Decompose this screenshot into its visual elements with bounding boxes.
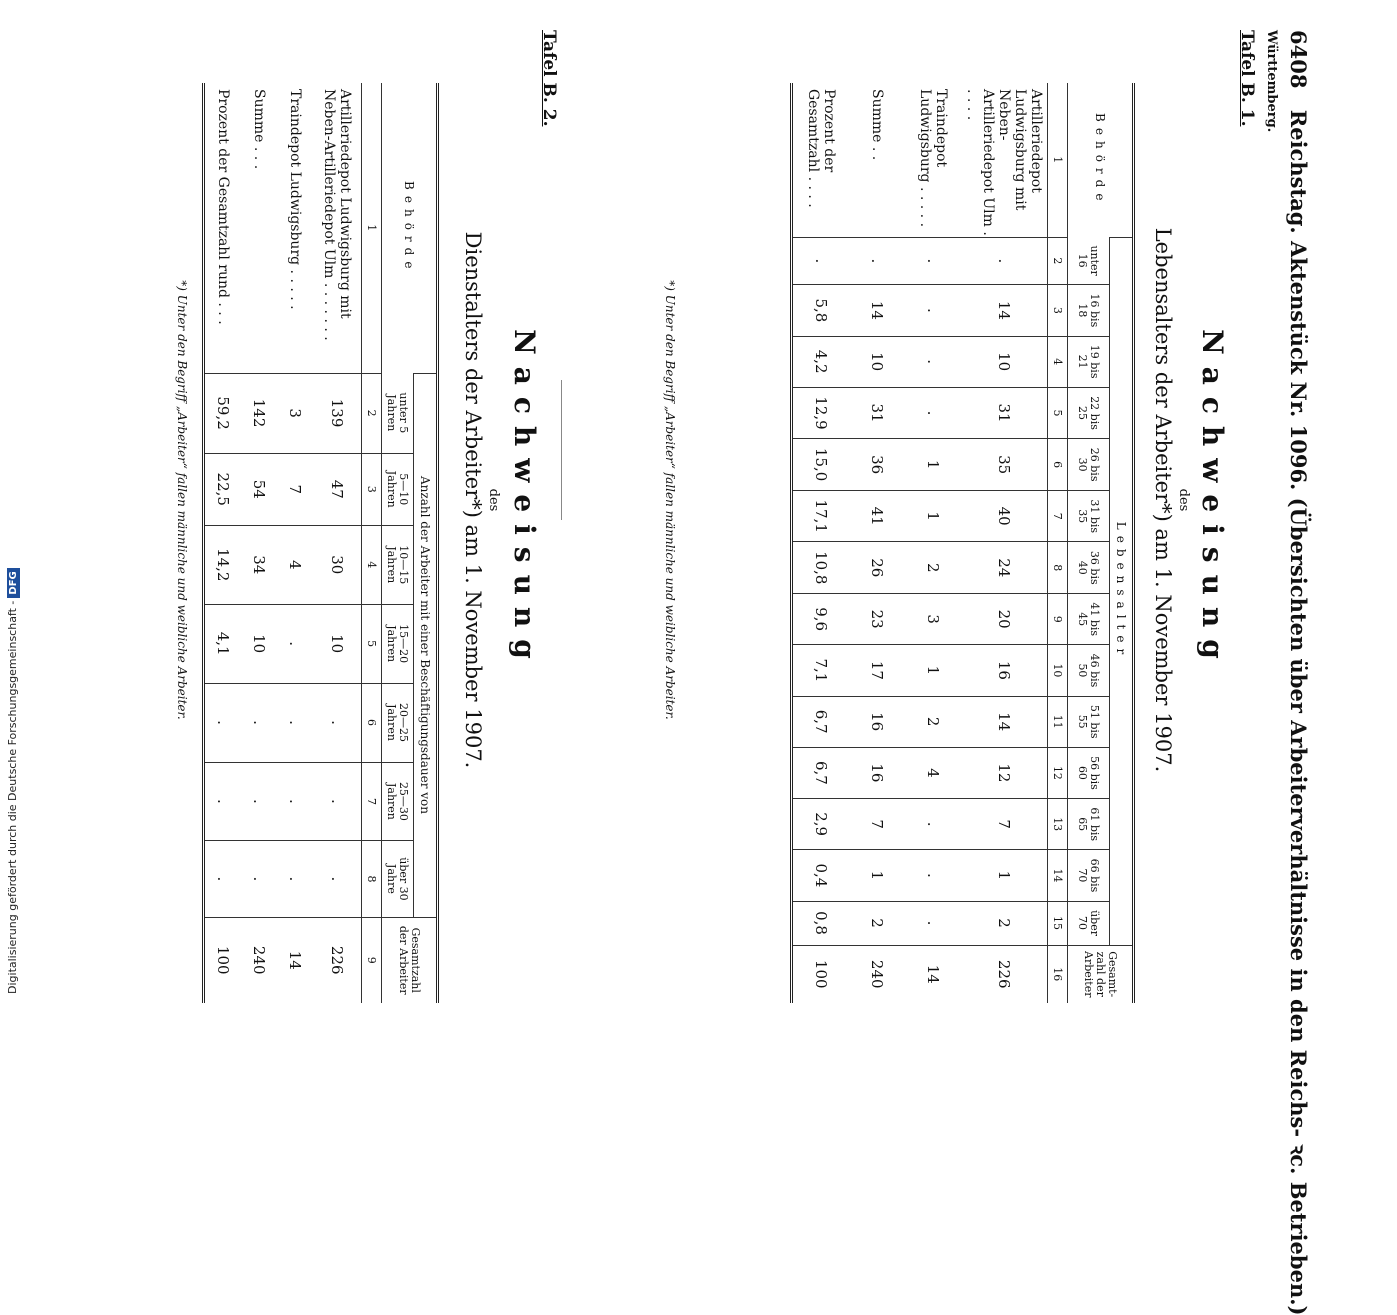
table-cell: 142	[242, 373, 278, 453]
table-cell: 54	[242, 453, 278, 525]
row-label: Summe . .	[869, 89, 886, 161]
table-cell: 226	[314, 917, 362, 1003]
table-cell: 4,2	[794, 336, 850, 387]
table-cell: 20	[962, 594, 1048, 645]
service-header: 10—15 Jahren	[382, 525, 414, 604]
table-cell: 5,8	[794, 285, 850, 336]
age-header: 61 bis 65	[1068, 799, 1110, 850]
col-number: 6	[1048, 439, 1068, 491]
age-header: 31 bis 35	[1068, 490, 1110, 542]
table-b1-des: des	[1176, 488, 1191, 512]
table-cell: 7	[850, 799, 906, 850]
table-cell: 10,8	[794, 542, 850, 594]
separator-line	[561, 380, 562, 520]
table-cell: 14	[278, 917, 314, 1003]
table-cell: 4,1	[206, 604, 242, 683]
age-header: 51 bis 55	[1068, 696, 1110, 747]
table-cell: 0,8	[794, 901, 850, 945]
service-header: 25—30 Jahren	[382, 762, 414, 841]
table-cell: 16	[962, 645, 1048, 696]
table-cell: .	[314, 841, 362, 917]
table-cell: 22,5	[206, 453, 242, 525]
table-cell: 10	[850, 336, 906, 387]
table-cell: 47	[314, 453, 362, 525]
age-header: unter 16	[1076, 245, 1102, 276]
col-number: 7	[362, 762, 382, 841]
age-header: 26 bis 30	[1068, 439, 1110, 491]
col-number: 4	[1048, 336, 1068, 387]
table-cell: .	[242, 683, 278, 762]
table-cell: 2,9	[794, 799, 850, 850]
service-header: unter 5 Jahren	[385, 392, 411, 434]
col-number: 10	[1048, 645, 1068, 696]
age-header: 19 bis 21	[1068, 336, 1110, 387]
row-label: Artilleriedepot Ludwigsburg mit Neben-Artilleriedepot Ulm . . . . . . .	[321, 89, 354, 341]
table-row	[242, 83, 278, 1003]
table-cell: 12,9	[794, 387, 850, 439]
table-cell: .	[906, 387, 962, 439]
group-header-age: Lebensalter	[1110, 237, 1133, 945]
table-cell: 40	[962, 490, 1048, 542]
table-cell: 36	[850, 439, 906, 491]
row-label: Traindepot Ludwigsburg . . . . .	[287, 89, 304, 310]
table-cell: 24	[962, 542, 1048, 594]
table-cell: .	[906, 850, 962, 901]
table-cell: 240	[242, 917, 278, 1003]
table-cell: 14	[962, 696, 1048, 747]
table-cell: .	[242, 762, 278, 841]
table-cell: 59,2	[206, 373, 242, 453]
col-number: 2	[362, 373, 382, 453]
service-header: über 30 Jahre	[382, 841, 414, 917]
row-label: Prozent der Gesamtzahl rund . . .	[215, 89, 232, 325]
credit-text: Digitalisierung gefördert durch die Deutsche Forschungsgemeinschaft -	[6, 600, 19, 994]
table-cell: .	[314, 683, 362, 762]
table-cell: 6,7	[794, 747, 850, 798]
table-cell: .	[906, 336, 962, 387]
table-cell: .	[906, 237, 962, 285]
table-cell: 7	[278, 453, 314, 525]
group-header-service: Anzahl der Arbeiter mit einer Beschäftigungsdauer von	[414, 373, 437, 917]
age-header: 56 bis 60	[1068, 747, 1110, 798]
col-total-b2: Gesamtzahl der Arbeiter	[382, 917, 437, 1003]
col-number: 2	[1048, 237, 1068, 285]
col-number: 1	[365, 224, 378, 232]
table-cell: 23	[850, 594, 906, 645]
table-cell: .	[278, 604, 314, 683]
table-cell: 1	[906, 645, 962, 696]
table-cell: 2	[962, 901, 1048, 945]
row-label: Artilleriedepot Ludwigsburg mit Neben-Artilleriedepot Ulm . . . . .	[964, 89, 1045, 236]
table-cell: 15,0	[794, 439, 850, 491]
table-cell: 3	[278, 373, 314, 453]
table-b1-label: Tafel B. 1.	[1237, 30, 1257, 127]
table-b1-footnote: *) Unter den Begriff „Arbeiter“ fallen männliche und weibliche Arbeiter.	[663, 280, 677, 720]
col-total: Gesamt- zahl der Arbeiter	[1068, 945, 1133, 1003]
table-cell: .	[850, 237, 906, 285]
table-b2-subtitle: Dienstalters der Arbeiter*) am 1. November 1907.	[461, 231, 485, 769]
table-cell: 17	[850, 645, 906, 696]
table-cell: .	[278, 683, 314, 762]
table-cell: 10	[242, 604, 278, 683]
col-number: 6	[362, 683, 382, 762]
col-number: 12	[1048, 747, 1068, 798]
col-number: 7	[1048, 490, 1068, 542]
table-cell: 100	[794, 945, 850, 1003]
table-cell: 1	[962, 850, 1048, 901]
col-number: 3	[362, 453, 382, 525]
col-number: 8	[1048, 542, 1068, 594]
age-header: 16 bis 18	[1068, 285, 1110, 336]
table-cell: 4	[906, 747, 962, 798]
service-header: 5—10 Jahren	[382, 453, 414, 525]
table-cell: 6,7	[794, 696, 850, 747]
table-cell: 1	[906, 490, 962, 542]
col-number: 9	[1048, 594, 1068, 645]
row-label: Prozent der Gesamtzahl . . . .	[805, 89, 838, 208]
digitization-credit	[6, 568, 20, 994]
table-b2	[203, 83, 440, 1003]
table-cell: 16	[850, 747, 906, 798]
table-cell: 31	[850, 387, 906, 439]
col-behoerde: Behörde	[1093, 113, 1107, 207]
table-cell: .	[962, 237, 1048, 285]
table-cell: .	[794, 237, 850, 285]
table-cell: 31	[962, 387, 1048, 439]
table-b2-label: Tafel B. 2.	[539, 30, 559, 127]
table-cell: .	[206, 762, 242, 841]
table-cell: 100	[206, 917, 242, 1003]
age-header: 36 bis 40	[1068, 542, 1110, 594]
page-number: 6408	[1286, 30, 1311, 89]
running-title: Reichstag. Aktenstück Nr. 1096. (Übersichten über Arbeiterverhältnisse in den Reichs- ꝛc. Betrieben.)	[1286, 109, 1311, 1315]
table-cell: 7	[962, 799, 1048, 850]
table-b1	[791, 83, 1136, 1003]
table-cell: 14	[906, 945, 962, 1003]
table-cell: .	[906, 901, 962, 945]
table-cell: 7,1	[794, 645, 850, 696]
table-cell: 2	[906, 542, 962, 594]
col-number: 5	[1048, 387, 1068, 439]
table-cell: 14	[962, 285, 1048, 336]
table-b2-footnote: *) Unter den Begriff „Arbeiter“ fallen männliche und weibliche Arbeiter.	[175, 280, 189, 720]
age-header: über 70	[1068, 901, 1110, 945]
table-cell: .	[278, 762, 314, 841]
table-cell: .	[278, 841, 314, 917]
table-cell: 12	[962, 747, 1048, 798]
col-number: 5	[362, 604, 382, 683]
age-header: 66 bis 70	[1068, 850, 1110, 901]
table-b2-title: Nachweisung	[508, 329, 541, 671]
table-cell: 240	[850, 945, 906, 1003]
table-cell: .	[206, 841, 242, 917]
table-cell: 9,6	[794, 594, 850, 645]
col-number: 3	[1048, 285, 1068, 336]
table-cell: 2	[906, 696, 962, 747]
col-number: 11	[1048, 696, 1068, 747]
table-cell: .	[906, 285, 962, 336]
table-cell: 1	[850, 850, 906, 901]
running-header	[1284, 30, 1312, 1315]
table-row	[906, 83, 962, 1003]
age-header: 41 bis 45	[1068, 594, 1110, 645]
table-cell: 0,4	[794, 850, 850, 901]
table-row	[314, 83, 362, 1003]
table-cell: 2	[850, 901, 906, 945]
table-cell: 17,1	[794, 490, 850, 542]
table-row	[962, 83, 1048, 1003]
table-cell: 10	[962, 336, 1048, 387]
col-number: 13	[1048, 799, 1068, 850]
col-number: 8	[362, 841, 382, 917]
table-row	[794, 83, 850, 1003]
col-number: 14	[1048, 850, 1068, 901]
table-cell: 34	[242, 525, 278, 604]
table-cell: 14,2	[206, 525, 242, 604]
table-row	[850, 83, 906, 1003]
table-cell: 14	[850, 285, 906, 336]
table-b1-title: Nachweisung	[1196, 329, 1229, 671]
dfg-logo: DFG	[7, 568, 20, 597]
col-number: 15	[1048, 901, 1068, 945]
table-b2-des: des	[486, 488, 501, 512]
table-b1-subtitle: Lebensalters der Arbeiter*) am 1. November 1907.	[1151, 227, 1175, 773]
table-cell: 226	[962, 945, 1048, 1003]
table-cell: .	[242, 841, 278, 917]
service-header: 15—20 Jahren	[382, 604, 414, 683]
col-number: 16	[1048, 945, 1068, 1003]
col-behoerde-b2: Behörde	[402, 181, 416, 275]
table-cell: .	[206, 683, 242, 762]
table-cell: 139	[314, 373, 362, 453]
table-cell: .	[906, 799, 962, 850]
table-cell: 26	[850, 542, 906, 594]
table-cell: 41	[850, 490, 906, 542]
row-label: Traindepot Ludwigsburg . . . . .	[917, 89, 950, 228]
row-label: Summe . . .	[251, 89, 268, 170]
col-number: 9	[362, 917, 382, 1003]
table-cell: 16	[850, 696, 906, 747]
age-header: 46 bis 50	[1068, 645, 1110, 696]
table-cell: 35	[962, 439, 1048, 491]
table-cell: .	[314, 762, 362, 841]
age-header: 22 bis 25	[1068, 387, 1110, 439]
table-cell: 4	[278, 525, 314, 604]
table-cell: 1	[906, 439, 962, 491]
col-number: 1	[1051, 156, 1064, 164]
col-number: 4	[362, 525, 382, 604]
table-cell: 3	[906, 594, 962, 645]
table-row	[278, 83, 314, 1003]
table-row	[206, 83, 242, 1003]
service-header: 20—25 Jahren	[382, 683, 414, 762]
table-cell: 30	[314, 525, 362, 604]
state-label: Württemberg.	[1264, 30, 1279, 133]
table-cell: 10	[314, 604, 362, 683]
